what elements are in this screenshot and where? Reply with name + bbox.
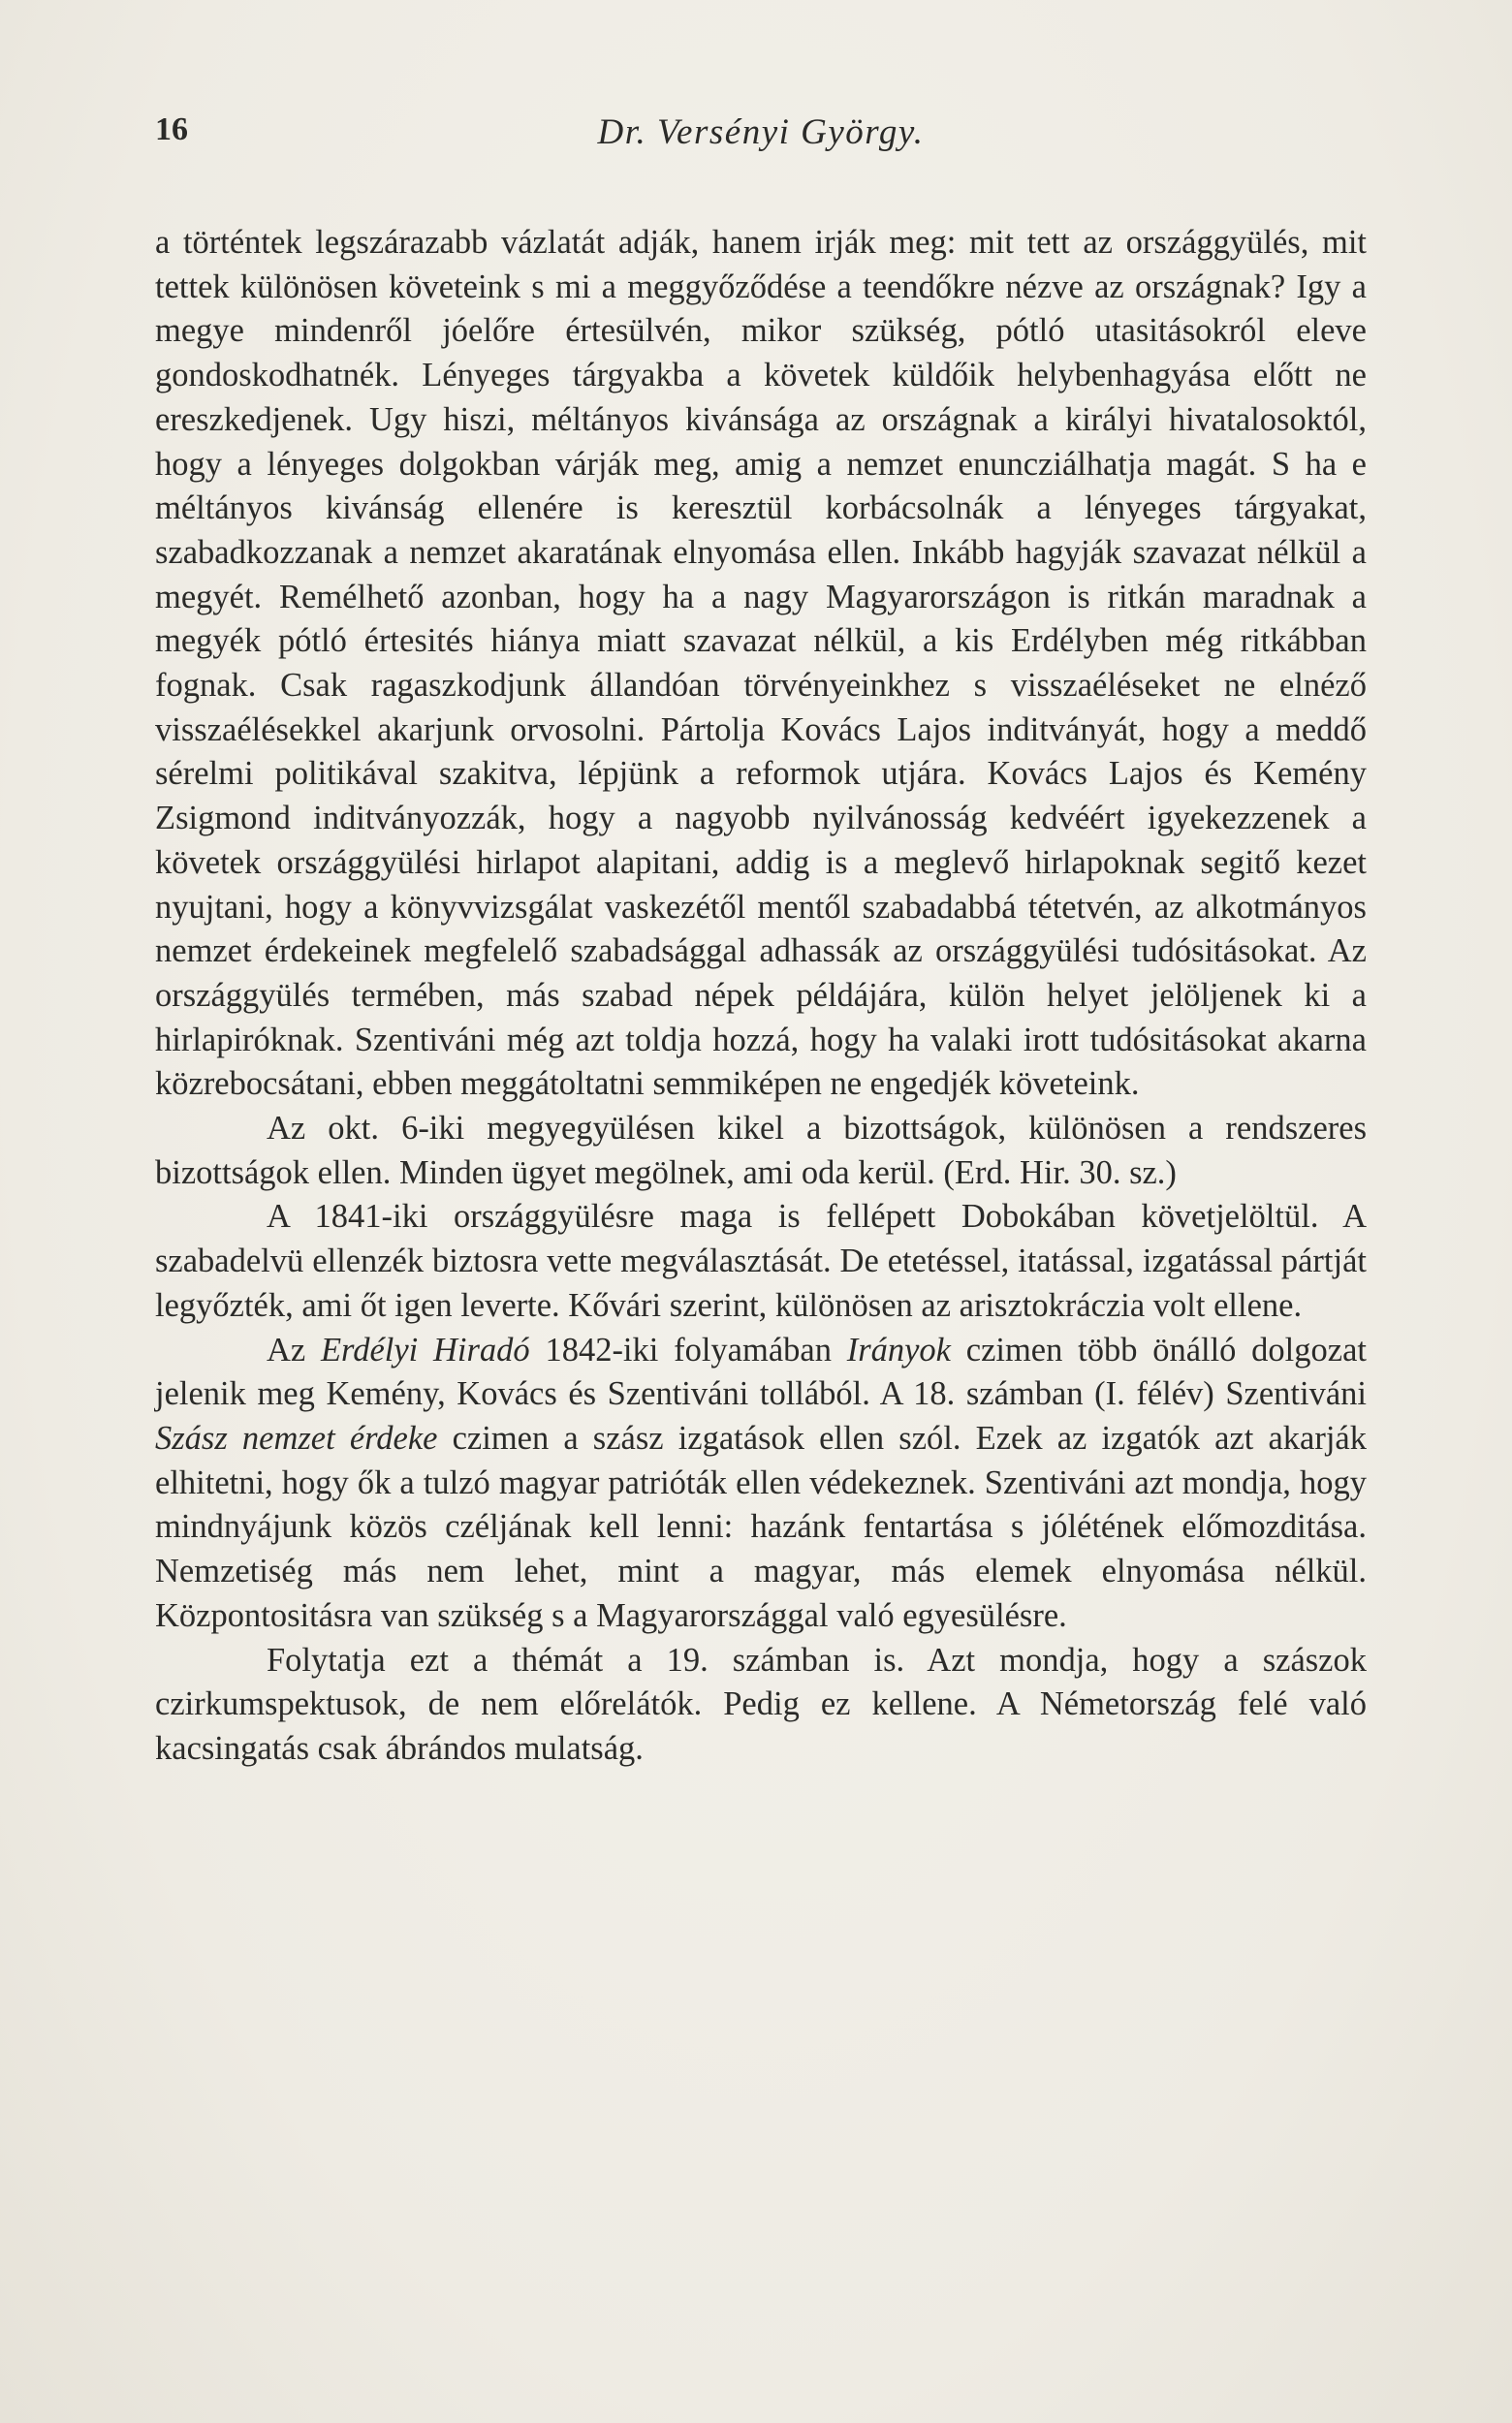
text-segment: Folytatja ezt a thémát a 19. számban is. Azt mondja, hogy a szászok czirkumspektusok, de nem előrelátók. Pedig ez kellene. A Németország felé való kacsingatás csak ábrándos mulatság. xyxy=(155,1641,1367,1767)
page-number: 16 xyxy=(155,111,188,147)
paragraph xyxy=(155,221,1367,1107)
italic-title: Szász nemzet érdeke xyxy=(155,1419,438,1457)
italic-title: Erdélyi Hiradó xyxy=(320,1331,530,1369)
paragraph xyxy=(155,1195,1367,1328)
paragraph xyxy=(155,1107,1367,1195)
running-head: Dr. Versényi György. xyxy=(597,112,925,152)
body-text xyxy=(155,221,1367,1772)
paragraph xyxy=(155,1639,1367,1772)
text-segment: czimen több önálló dolgozat jelenik meg Kemény, Kovács és Szentiváni tollából. A 18. számban (I. félév) Szentiváni xyxy=(155,1331,1367,1413)
text-segment: 1842-iki folyamában xyxy=(529,1331,847,1369)
text-segment: czimen a szász izgatások ellen szól. Ezek az izgatók azt akarják elhitetni, hogy ők a tulzó magyar patrióták ellen védekeznek. Szentiváni azt mondja, hogy mindnyájunk közös czéljának kell lenni: hazánk fentartása s jólétének előmozditása. Nemzetiség más nem lehet, mint a magyar, más elemek elnyomása nélkül. Központositásra van szükség s a Magyarországgal való egyesülésre. xyxy=(155,1419,1367,1634)
italic-title: Irányok xyxy=(846,1331,951,1369)
text-segment: A 1841-iki országgyülésre maga is fellépett Dobokában követjelöltül. A szabadelvü ellenzék biztosra vette megválasztását. De etetéssel, itatással, izgatással pártját legyőzték, ami őt igen leverte. Kővári szerint, különösen az arisztokráczia volt ellene. xyxy=(155,1198,1367,1324)
paragraph xyxy=(155,1329,1367,1639)
text-segment: Az okt. 6-iki megyegyülésen kikel a bizottságok, különösen a rendszeres bizottságok ellen. Minden ügyet megölnek, ami oda kerül. (Erd. Hir. 30. sz.) xyxy=(155,1110,1367,1191)
text-segment: a történtek legszárazabb vázlatát adják, hanem irják meg: mit tett az országgyülés, mit tettek különösen követeink s mi a meggyőződése a teendőkre nézve az országnak? Igy a megye mindenről jóelőre értesülvén, mikor szükség, pótló utasitásokról eleve gondoskodhatnék. Lényeges tárgyakba a követek küldőik helybenhagyása előtt ne ereszkedjenek. Ugy hiszi, méltányos kivánsága az országnak a királyi hivatalosoktól, hogy a lényeges dolgokban várják meg, amig a nemzet enuncziálhatja magát. S ha e méltányos kivánság ellenére is keresztül korbácsolnák a lényeges tárgyakat, szabadkozzanak a nemzet akaratának elnyomása ellen. Inkább hagyják szavazat nélkül a megyét. Remélhető azonban, hogy ha a nagy Magyarországon is ritkán maradnak a megyék pótló értesités hiánya miatt szavazat nélkül, a kis Erdélyben még ritkábban fognak. Csak ragaszkodjunk állandóan törvényeinkhez s visszaéléseket ne elnéző visszaélésekkel akarjunk orvosolni. Pártolja Kovács Lajos inditványát, hogy a meddő sérelmi politikával szakitva, lépjünk a reformok utjára. Kovács Lajos és Kemény Zsigmond inditványozzák, hogy a nagyobb nyilvánosság kedvéért igyekezzenek a követek országgyülési hirlapot alapitani, addig is a meglevő hirlapoknak segitő kezet nyujtani, hogy a könyvvizsgálat vaskezétől mentől szabadabbá tétetvén, az alkotmányos nemzet érdekeinek megfelelő szabadsággal adhassák az országgyülési tudósitásokat. Az országgyülés termében, más szabad népek példájára, külön helyet jelöljenek ki a hirlapiróknak. Szentiváni még azt toldja hozzá, hogy ha valaki irott tudósitásokat akarna közrebocsátani, ebben meggátoltatni semmiképen ne engedjék követeink. xyxy=(155,224,1367,1103)
text-segment: Az xyxy=(267,1331,321,1369)
page-header xyxy=(155,111,1367,160)
